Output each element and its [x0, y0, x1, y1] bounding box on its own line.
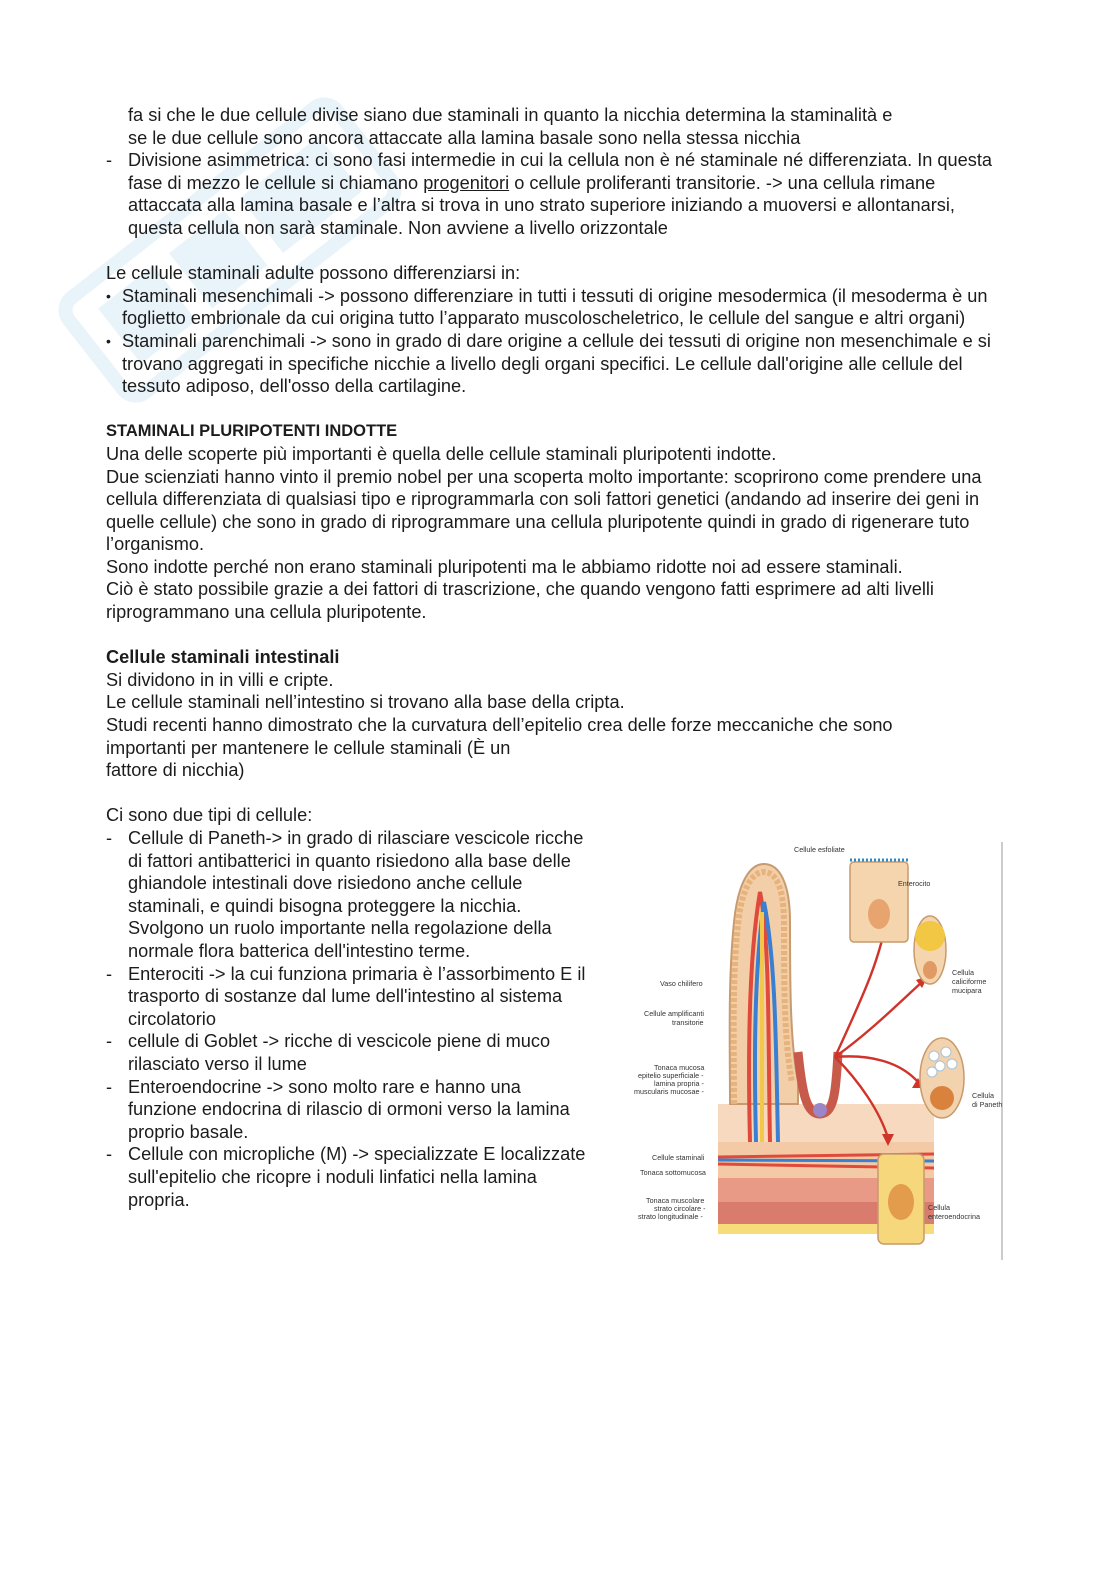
cell-types-list	[106, 804, 586, 1211]
intestinal-paragraph-3a: Studi recenti hanno dimostrato che la curvatura dell’epitelio crea delle forze meccaniche che sono	[106, 715, 893, 736]
label-mucosa-4: muscularis mucosae -	[634, 1087, 704, 1096]
label-muscolare-1: Tonaca muscolare	[646, 1196, 705, 1205]
label-caliciforme-3: mucipara	[952, 986, 982, 995]
label-sottomucosa: Tonaca sottomucosa	[640, 1168, 706, 1177]
label-mucosa-2: epitelio superficiale -	[638, 1071, 704, 1080]
label-enterocito: Enterocito	[898, 879, 931, 888]
label-amplificanti-1: Cellule amplificanti	[644, 1009, 704, 1018]
goblet-mucus	[915, 921, 945, 951]
intestinal-heading: Cellule staminali intestinali	[106, 647, 340, 668]
label-muscolare-2: strato circolare -	[654, 1204, 706, 1213]
intestinal-paragraph-3c: fattore di nicchia)	[106, 760, 245, 781]
label-caliciforme-2: caliciforme	[952, 977, 987, 986]
intestinal-villus-figure	[630, 842, 1006, 1260]
ips-paragraph-3: Sono indotte perché non erano staminali pluripotenti ma le abbiamo ridotte noi ad essere staminali.	[106, 556, 903, 577]
adult-item-mesenchymal: • Staminali mesenchimali -> possono differenziare in tutti i tessuti di origine mesodermica (il mesoderma è un foglietto embrionale da cui origina tutto l’apparato muscoloscheletrico, le cellule del sangue e altri organi)	[106, 285, 1006, 330]
intestinal-paragraph-3b: importanti per mantenere le cellule staminali (È un	[106, 737, 511, 758]
cell-type-enteroendocrine: - Enteroendocrine -> sono molto rare e hanno una funzione endocrina di rilascio di ormoni verso la lamina proprio basale.	[106, 1076, 586, 1144]
label-enteroendo-1: Cellula	[928, 1203, 950, 1212]
adult-item-parenchymal: • Staminali parenchimali -> sono in grado di dare origine a cellule dei tessuti di origine non mesenchimale e si trovano aggregati in specifiche nicchie a livello degli organi specifici. Le cellule dall'origine alle cellule del tessuto adiposo, dell'osso della cartilagine.	[106, 330, 1006, 398]
label-amplificanti-2: transitorie	[672, 1018, 704, 1027]
label-enteroendo-2: enteroendocrina	[928, 1212, 980, 1221]
cell-type-enterocytes: - Enterociti -> la cui funziona primaria è l’assorbimento E il trasporto di sostanze dal lume dell'intestino al sistema circolatorio	[106, 963, 586, 1031]
enteroendocrine-nucleus	[888, 1184, 914, 1220]
label-caliciforme-1: Cellula	[952, 968, 974, 977]
intro-line-1: fa si che le due cellule divise siano due staminali in quanto la nicchia determina la staminalità e	[128, 105, 893, 125]
cell-type-paneth: - Cellule di Paneth-> in grado di rilasciare vescicole ricche di fattori antibatterici in quanto risiedono alla base delle ghiandole intestinali dove risiedono anche cellule staminali, e quindi bisogna proteggere la nicchia. Svolgono un ruolo importante nella regolazione della normale flora batterica dell'intestino terme.	[106, 827, 586, 963]
label-esfoliate: Cellule esfoliate	[794, 845, 845, 854]
label-paneth-2: di Paneth	[972, 1100, 1003, 1109]
ips-paragraph-1: Una delle scoperte più importanti è quella delle cellule staminali pluripotenti indotte.	[106, 443, 777, 464]
adult-lead: Le cellule staminali adulte possono differenziarsi in:	[106, 263, 521, 284]
asym-text-a: Divisione asimmetrica: ci sono fasi intermedie in cui la cellula non è né staminale né differenziata. In questa fase di mezzo le cellule si chiamano	[128, 150, 993, 193]
cell-type-m-cells: - Cellule con micropliche (M) -> specializzate E localizzate sull'epitelio che ricopre i noduli linfatici nella lamina propria.	[106, 1143, 586, 1211]
enterocyte-nucleus	[868, 899, 890, 929]
cell-type-goblet: - cellule di Goblet -> ricche di vescicole piene di muco rilasciato verso il lume	[106, 1030, 586, 1075]
label-chilifero: Vaso chilifero	[660, 979, 703, 988]
label-paneth-1: Cellula	[972, 1091, 994, 1100]
ips-heading: STAMINALI PLURIPOTENTI INDOTTE	[106, 422, 398, 441]
ips-paragraph-2: Due scienziati hanno vinto il premio nobel per una scoperta molto importante: scoprirono come prendere una cellula differenziata di qualsiasi tipo e riprogrammarla con soli fattori genetici (andando ad inserire dei geni in quelle cellule) che sono in grado di riprogrammare una cellula pluripotente quindi in grado di rigenerare tuto l’organismo.	[106, 466, 982, 555]
label-mucosa-1: Tonaca mucosa	[654, 1063, 705, 1072]
cell-types-lead: Ci sono due tipi di cellule:	[106, 805, 313, 826]
label-mucosa-3: lamina propria -	[654, 1079, 704, 1088]
stem-cells	[813, 1103, 827, 1117]
intestinal-paragraph-2: Le cellule staminali nell’intestino si trovano alla base della cripta.	[106, 692, 625, 713]
intestinal-paragraph-1: Si dividono in in villi e cripte.	[106, 669, 334, 690]
label-staminali: Cellule staminali	[652, 1153, 705, 1162]
intro-line-2: se le due cellule sono ancora attaccate alla lamina basale sono nella stessa nicchia	[128, 127, 801, 148]
goblet-nucleus	[923, 961, 937, 979]
label-muscolare-3: strato longitudinale -	[638, 1212, 703, 1221]
asym-text-b: o cellule proliferanti transitorie. -> una cellula rimane attaccata alla lamina basale e l’altra si trova in uno strato superiore iniziando a muoversi e allontanarsi, questa cellula non sarà staminale. Non avviene a livello orizzontale	[128, 172, 955, 238]
progenitori-term: progenitori	[423, 172, 510, 193]
paneth-nucleus	[930, 1086, 954, 1110]
ips-paragraph-4: Ciò è stato possibile grazie a dei fattori di trascrizione, che quando vengono fatti esprimere ad alti livelli riprogrammano una cellula pluripotente.	[106, 579, 934, 623]
asymmetric-division-item	[106, 149, 1006, 239]
